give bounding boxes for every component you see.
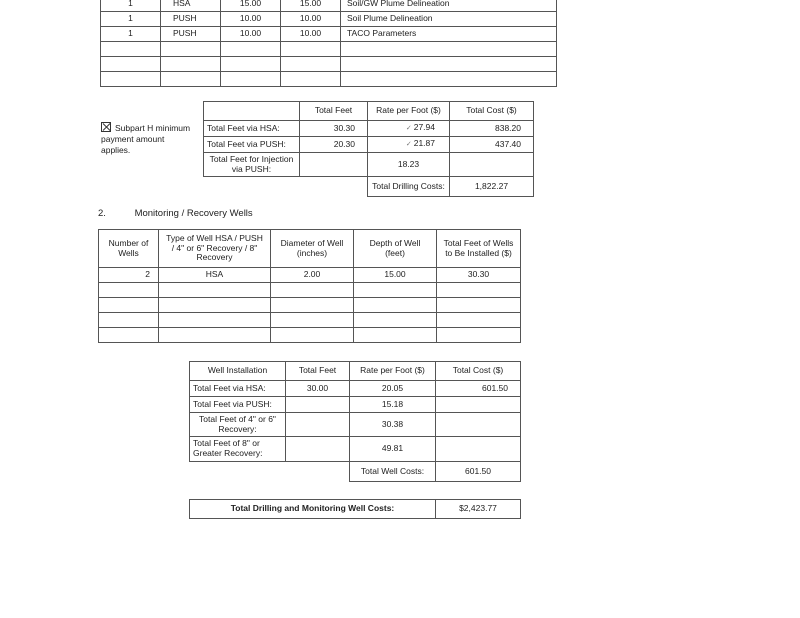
table-row — [99, 298, 521, 313]
row-label: Total Feet via HSA: — [190, 381, 286, 397]
well-depth: 15.00 — [281, 0, 341, 12]
wells-table — [98, 229, 521, 343]
well-count: 1 — [101, 12, 161, 27]
well-depth: 10.00 — [281, 27, 341, 42]
total-cost: 601.50 — [436, 381, 521, 397]
total-well-label: Total Well Costs: — [350, 462, 436, 482]
subpart-note — [101, 122, 193, 156]
total-cost — [450, 153, 534, 177]
grand-total-value: $2,423.77 — [436, 500, 521, 519]
total-feet: 30.00 — [286, 381, 350, 397]
table-row — [190, 381, 521, 397]
rate-per-foot: 18.23 — [368, 153, 450, 177]
total-row — [190, 462, 521, 482]
rate-per-foot: ✓ 27.94 — [368, 121, 450, 137]
column-header: Diameter of Well (inches) — [271, 230, 354, 268]
table-row — [99, 283, 521, 298]
total-drilling-label: Total Drilling Costs: — [368, 177, 450, 197]
well-diameter: 10.00 — [221, 27, 281, 42]
well-purpose: Soil Plume Delineation — [341, 12, 557, 27]
table-row — [204, 137, 534, 153]
table-row — [204, 121, 534, 137]
well-count: 1 — [101, 27, 161, 42]
table-row — [190, 397, 521, 413]
install-costs-table — [189, 361, 521, 482]
grand-total-label: Total Drilling and Monitoring Well Costs: — [190, 500, 436, 519]
well-diameter: 15.00 — [221, 0, 281, 12]
total-feet — [300, 153, 368, 177]
well-depth: 10.00 — [281, 12, 341, 27]
section-number: 2. — [98, 208, 106, 219]
row-label: Total Feet for Injection via PUSH: — [204, 153, 300, 177]
row-label: Total Feet of 4" or 6" Recovery: — [190, 413, 286, 437]
table-header-row — [204, 102, 534, 121]
drilling-table — [100, 0, 557, 87]
table-row — [99, 313, 521, 328]
table-row — [190, 413, 521, 437]
total-feet — [286, 437, 350, 462]
total-drilling-value: 1,822.27 — [450, 177, 534, 197]
row-label: Total Feet via HSA: — [204, 121, 300, 137]
section-title: Monitoring / Recovery Wells — [134, 208, 253, 219]
column-header: Well Installation — [190, 362, 286, 381]
table-row — [99, 328, 521, 343]
column-header: Total Cost ($) — [450, 102, 534, 121]
column-header: Total Feet — [286, 362, 350, 381]
table-row — [190, 437, 521, 462]
well-type: HSA — [159, 268, 271, 283]
grand-total-row — [190, 500, 521, 519]
subpart-note-text: Subpart H minimum payment amount applies. — [101, 123, 191, 155]
checkbox-checked-icon[interactable] — [101, 122, 111, 132]
well-type: HSA — [161, 0, 221, 12]
total-cost — [436, 397, 521, 413]
well-count: 2 — [99, 268, 159, 283]
table-row — [101, 12, 557, 27]
well-type: PUSH — [161, 12, 221, 27]
total-well-value: 601.50 — [436, 462, 521, 482]
total-cost — [436, 413, 521, 437]
row-label: Total Feet of 8" or Greater Recovery: — [190, 437, 286, 462]
grand-total-table — [189, 499, 521, 519]
row-label: Total Feet via PUSH: — [190, 397, 286, 413]
table-header-row — [99, 230, 521, 268]
well-purpose: Soil/GW Plume Delineation — [341, 0, 557, 12]
column-header: Number of Wells — [99, 230, 159, 268]
table-row — [101, 27, 557, 42]
rate-per-foot: ✓ 21.87 — [368, 137, 450, 153]
row-label: Total Feet via PUSH: — [204, 137, 300, 153]
column-header: Total Feet of Wells to Be Installed ($) — [437, 230, 521, 268]
table-header-row — [190, 362, 521, 381]
well-diameter: 2.00 — [271, 268, 354, 283]
total-feet — [286, 397, 350, 413]
table-row — [101, 72, 557, 87]
total-cost: 437.40 — [450, 137, 534, 153]
check-mark-icon: ✓ — [405, 125, 412, 133]
total-cost: 838.20 — [450, 121, 534, 137]
section-heading — [98, 208, 253, 219]
rate-per-foot: 20.05 — [350, 381, 436, 397]
check-mark-icon: ✓ — [405, 141, 412, 149]
column-header: Total Cost ($) — [436, 362, 521, 381]
well-type: PUSH — [161, 27, 221, 42]
column-header: Type of Well HSA / PUSH / 4" or 6" Recovery / 8" Recovery — [159, 230, 271, 268]
table-row — [204, 153, 534, 177]
well-total-feet: 30.30 — [437, 268, 521, 283]
column-header: Depth of Well (feet) — [354, 230, 437, 268]
well-purpose: TACO Parameters — [341, 27, 557, 42]
column-header: Rate per Foot ($) — [368, 102, 450, 121]
well-count: 1 — [101, 0, 161, 12]
total-feet — [286, 413, 350, 437]
table-row — [101, 42, 557, 57]
total-feet: 30.30 — [300, 121, 368, 137]
total-feet: 20.30 — [300, 137, 368, 153]
well-diameter: 10.00 — [221, 12, 281, 27]
table-row — [101, 57, 557, 72]
rate-per-foot: 49.81 — [350, 437, 436, 462]
table-row — [101, 0, 557, 12]
rate-per-foot: 30.38 — [350, 413, 436, 437]
column-header: Rate per Foot ($) — [350, 362, 436, 381]
well-depth: 15.00 — [354, 268, 437, 283]
total-row — [204, 177, 534, 197]
column-header: Total Feet — [300, 102, 368, 121]
drilling-costs-table — [203, 101, 534, 197]
total-cost — [436, 437, 521, 462]
table-row — [99, 268, 521, 283]
rate-per-foot: 15.18 — [350, 397, 436, 413]
